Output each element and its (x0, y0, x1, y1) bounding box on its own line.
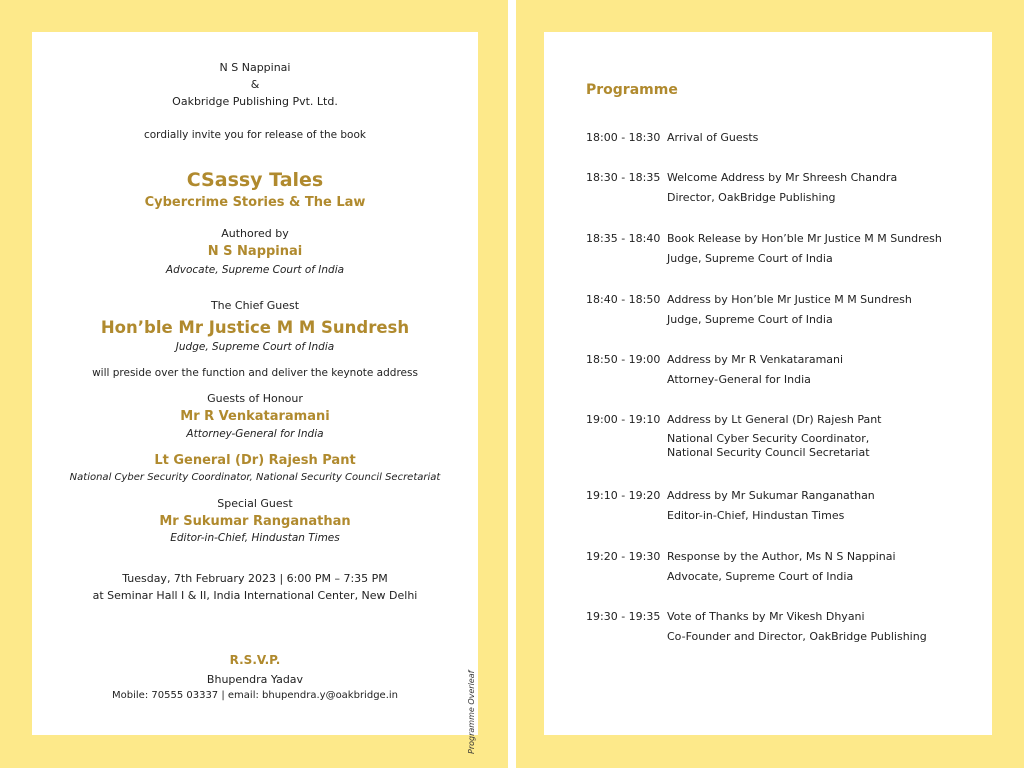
programme-line: Vote of Thanks by Mr Vikesh Dhyani (667, 610, 865, 623)
programme-line: Arrival of Guests (667, 131, 759, 144)
programme-time: 18:35 - 18:40 (586, 232, 661, 245)
book-subtitle: Cybercrime Stories & The Law (144, 195, 366, 210)
author-role: Advocate, Supreme Court of India (165, 264, 345, 276)
programme-desc (667, 352, 947, 392)
programme-desc (667, 549, 947, 589)
programme-line: Response by the Author, Ms N S Nappinai (667, 550, 896, 563)
programme-line: Book Release by Hon’ble Mr Justice M M Sundresh (667, 232, 942, 245)
programme-overleaf-note: Programme Overleaf (467, 670, 476, 754)
invite-text: cordially invite you for release of the book (143, 129, 366, 141)
programme-line: Attorney-General for India (667, 373, 811, 386)
programme-time: 18:00 - 18:30 (586, 131, 661, 144)
programme-line: Advocate, Supreme Court of India (667, 570, 854, 583)
rsvp-label: R.S.V.P. (229, 653, 281, 667)
programme-card (544, 32, 992, 735)
programme-desc (667, 292, 947, 332)
programme-time: 19:20 - 19:30 (586, 550, 661, 563)
guest-venkataramani-role: Attorney-General for India (186, 428, 324, 440)
special-guest-name: Mr Sukumar Ranganathan (159, 514, 351, 529)
special-guest-label: Special Guest (217, 497, 293, 510)
programme-line: Co-Founder and Director, OakBridge Publishing (667, 630, 927, 643)
programme-line: Address by Hon’ble Mr Justice M M Sundresh (667, 293, 912, 306)
event-date: Tuesday, 7th February 2023 | 6:00 PM – 7:35 PM (122, 572, 388, 585)
guest-pant-role: National Cyber Security Coordinator, National Security Council Secretariat (69, 472, 441, 483)
programme-line: Address by Mr Sukumar Ranganathan (667, 489, 875, 502)
programme-time: 19:30 - 19:35 (586, 610, 661, 623)
programme-time: 18:40 - 18:50 (586, 293, 661, 306)
programme-heading: Programme (586, 82, 678, 98)
preside-text: will preside over the function and deliver the keynote address (92, 367, 418, 379)
guests-of-honour-label: Guests of Honour (207, 392, 303, 405)
special-guest-role: Editor-in-Chief, Hindustan Times (170, 532, 340, 544)
authored-by-label: Authored by (221, 227, 289, 240)
programme-desc (667, 170, 947, 210)
guest-pant-name: Lt General (Dr) Rajesh Pant (154, 453, 356, 468)
programme-line: Judge, Supreme Court of India (667, 313, 833, 326)
book-title: CSassy Tales (186, 169, 324, 191)
publisher-name: Oakbridge Publishing Pvt. Ltd. (172, 95, 338, 108)
programme-time: 19:10 - 19:20 (586, 489, 661, 502)
programme-line: Welcome Address by Mr Shreesh Chandra (667, 171, 898, 184)
chief-guest-label: The Chief Guest (210, 299, 300, 312)
programme-line: Address by Lt General (Dr) Rajesh Pant (667, 413, 882, 426)
chief-guest-role: Judge, Supreme Court of India (175, 341, 335, 353)
guest-venkataramani-name: Mr R Venkataramani (180, 409, 330, 424)
programme-line: Address by Mr R Venkataramani (667, 353, 844, 366)
programme-desc (667, 130, 947, 150)
programme-desc (667, 412, 947, 464)
invitation-panel (0, 0, 508, 768)
programme-time: 18:50 - 19:00 (586, 353, 661, 366)
programme-line: Editor-in-Chief, Hindustan Times (667, 509, 845, 522)
programme-time: 18:30 - 18:35 (586, 171, 661, 184)
programme-panel (516, 0, 1024, 768)
programme-desc (667, 609, 947, 649)
author-name: N S Nappinai (207, 244, 303, 259)
programme-time: 19:00 - 19:10 (586, 413, 661, 426)
ampersand: & (250, 78, 260, 91)
chief-guest-name: Hon’ble Mr Justice M M Sundresh (100, 318, 410, 337)
programme-desc (667, 231, 947, 271)
host-name: N S Nappinai (219, 61, 291, 74)
programme-line: Judge, Supreme Court of India (667, 252, 833, 265)
event-venue: at Seminar Hall I & II, India International Center, New Delhi (92, 589, 418, 602)
programme-line: National Cyber Security Coordinator, National Security Council Secretariat (667, 432, 870, 459)
rsvp-contact: Mobile: 70555 03337 | email: bhupendra.y@oakbridge.in (112, 690, 398, 701)
invitation-card (32, 32, 478, 754)
programme-desc (667, 488, 947, 528)
rsvp-name: Bhupendra Yadav (206, 673, 304, 686)
programme-line: Director, OakBridge Publishing (667, 191, 836, 204)
